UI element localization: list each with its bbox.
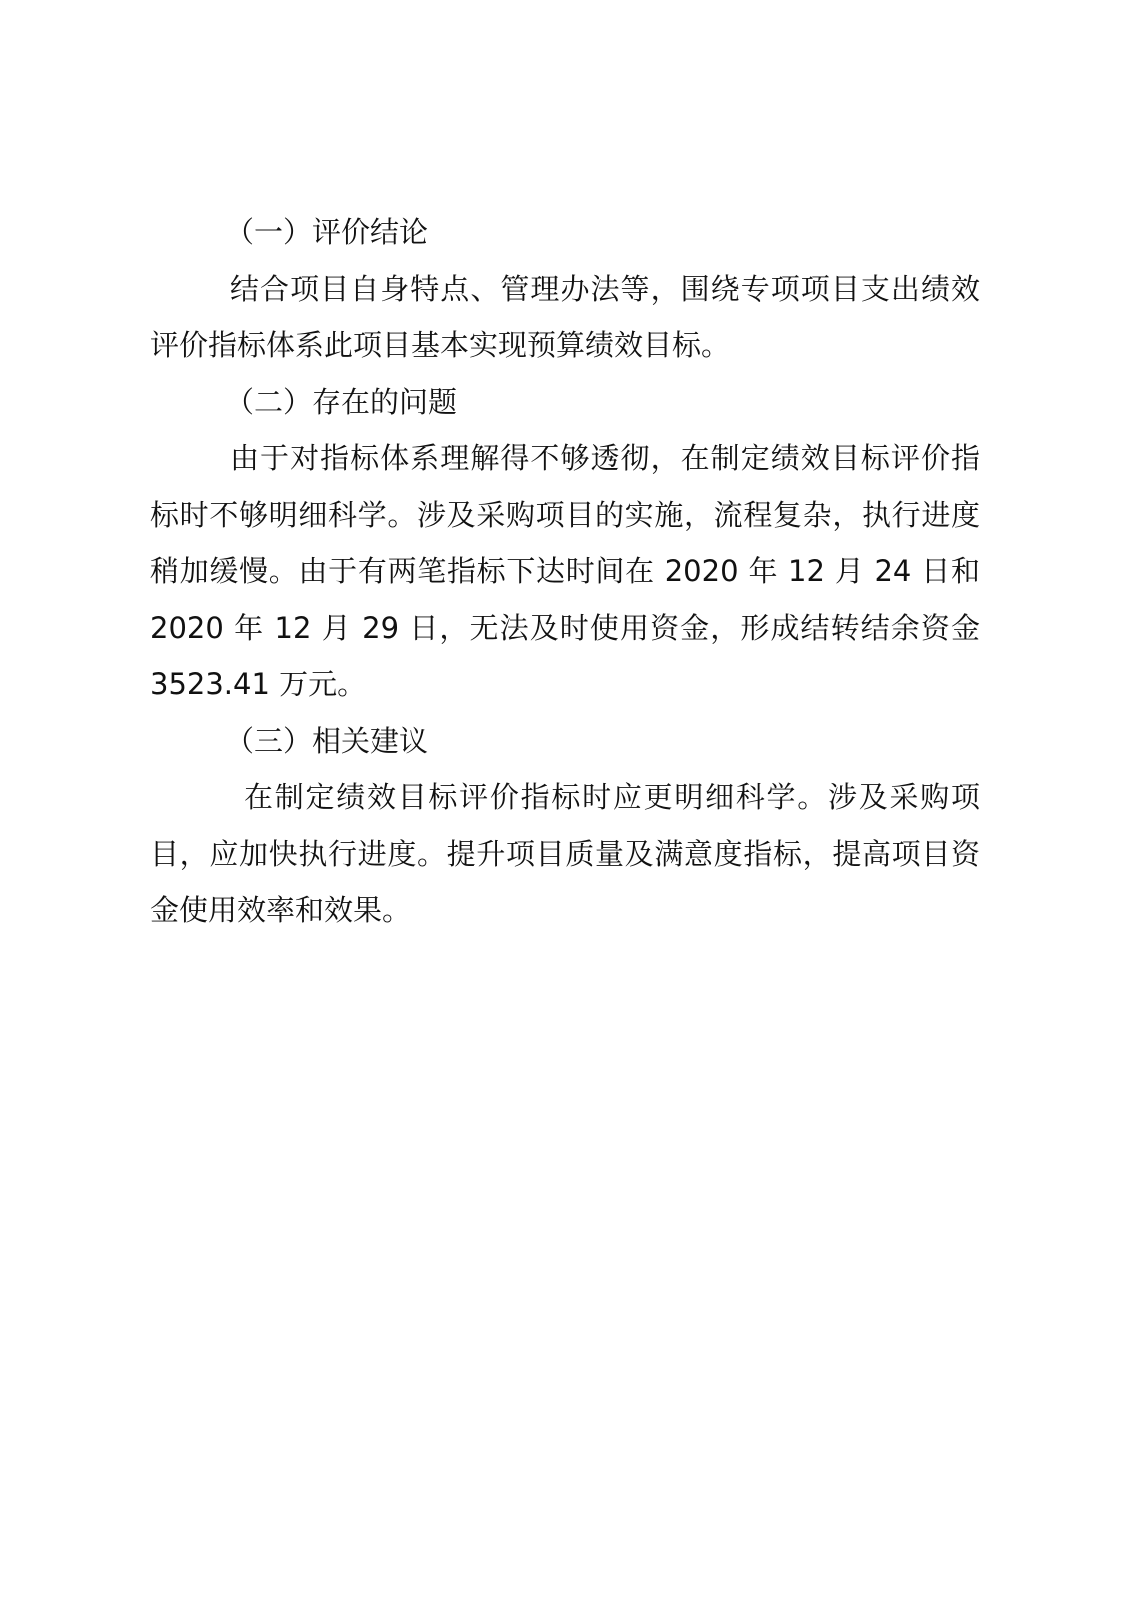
- document-content: [150, 204, 980, 939]
- section-body-existing-problems: 由于对指标体系理解得不够透彻，在制定绩效目标评价指标时不够明细科学。涉及采购项目的实施，流程复杂，执行进度稍加缓慢。由于有两笔指标下达时间在 2020 年 12 月 24 日和 2020 年 12 月 29 日，无法及时使用资金，形成结转结余资金 3523.41 万元。: [150, 441, 980, 701]
- section-heading-existing-problems: （二）存在的问题: [225, 384, 458, 419]
- section-heading-related-suggestions: （三）相关建议: [225, 723, 429, 758]
- section-body-related-suggestions: 在制定绩效目标评价指标时应更明细科学。涉及采购项目，应加快执行进度。提升项目质量及满意度指标，提高项目资金使用效率和效果。: [150, 780, 980, 927]
- section-heading-evaluation-conclusion: （一）评价结论: [225, 215, 429, 249]
- section-body-evaluation-conclusion: 结合项目自身特点、管理办法等，围绕专项项目支出绩效评价指标体系此项目基本实现预算绩效目标。: [150, 271, 980, 362]
